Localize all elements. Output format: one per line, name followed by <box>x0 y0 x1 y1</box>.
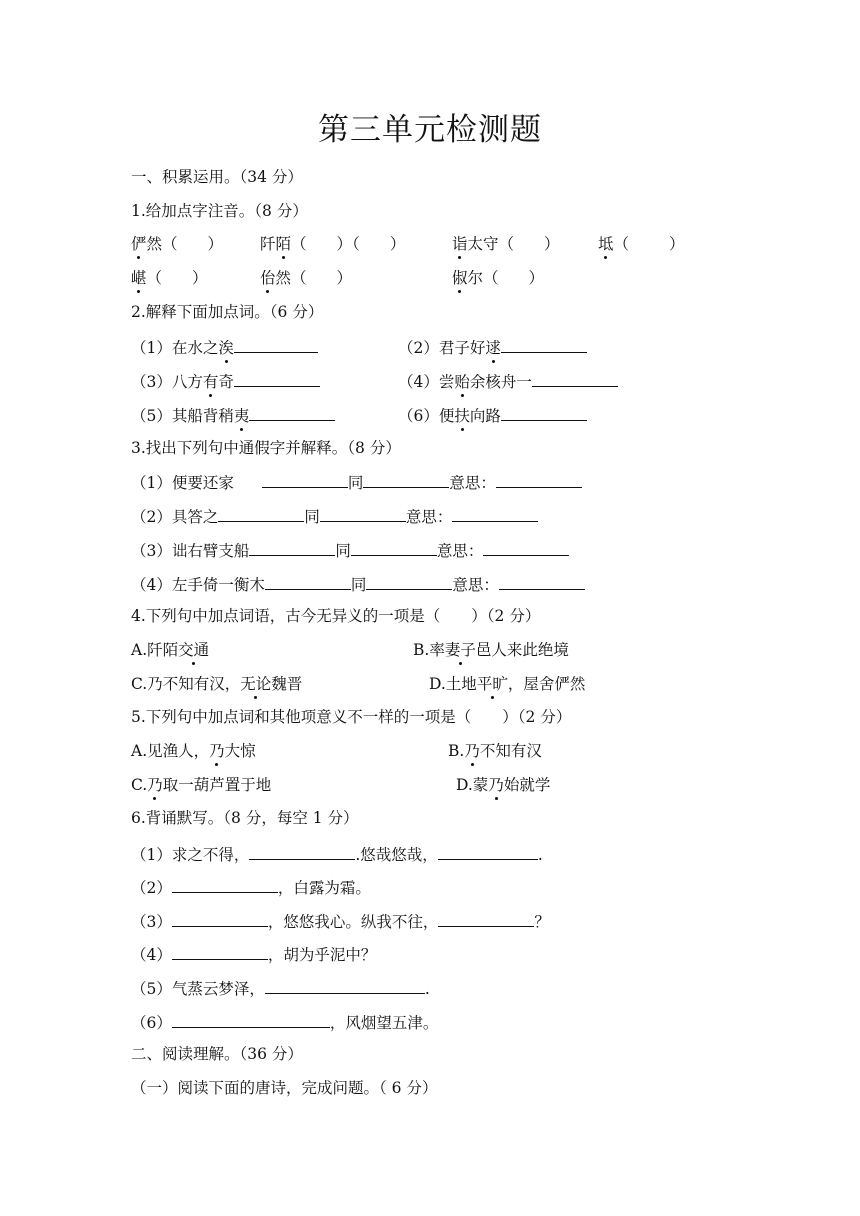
answer-blank[interactable] <box>496 470 582 488</box>
question-4-stem: 4.下列句中加点词语，古今无异义的一项是（ ）（2 分） <box>131 607 541 625</box>
answer-blank[interactable] <box>499 572 585 590</box>
section-heading-1: 一、积累运用。（34 分） <box>131 168 303 186</box>
dotted-char: 妻子 <box>444 641 476 659</box>
question-1-row-1c: 诣太守（ ） <box>452 235 560 253</box>
dotted-char: 俶 <box>452 269 468 287</box>
answer-blank[interactable] <box>172 875 278 893</box>
dotted-char: 乃 <box>464 742 480 760</box>
question-6-stem: 6.背诵默写。（8 分，每空 1 分） <box>131 809 359 827</box>
answer-blank[interactable] <box>366 572 452 590</box>
answer-blank[interactable] <box>249 403 335 421</box>
answer-blank[interactable] <box>172 909 268 927</box>
recitation-line-5: （5）气蒸云梦泽， . <box>131 976 430 998</box>
answer-blank[interactable] <box>234 335 318 353</box>
answer-blank[interactable] <box>172 942 268 960</box>
question-1-row-1: 俨然（ ） <box>131 235 224 253</box>
question-5-stem: 5.下列句中加点词和其他项意义不一样的一项是（ ）（2 分） <box>131 708 572 726</box>
answer-blank[interactable] <box>438 909 534 927</box>
dotted-char: 俨 <box>131 235 147 253</box>
answer-blank[interactable] <box>265 976 425 994</box>
question-3-item: （3）诎右臂支船 同 意思： <box>131 538 569 560</box>
dotted-char: 贻 <box>454 373 470 391</box>
answer-blank[interactable] <box>483 538 569 556</box>
question-1-row-2c: 俶尔（ ） <box>452 269 545 287</box>
recitation-line-3: （3） ，悠悠我心。纵我不往， ？ <box>131 909 550 931</box>
dotted-char: 扶 <box>454 407 470 425</box>
dotted-char: 交通 <box>178 641 210 659</box>
answer-blank[interactable] <box>265 572 351 590</box>
dotted-char: 逑 <box>485 339 501 357</box>
question-2-item: （5）其船背稍夷 <box>131 403 335 425</box>
answer-blank[interactable] <box>320 504 406 522</box>
question-2-item: （6）便扶向路 <box>398 403 587 425</box>
dotted-char: 乃 <box>209 742 225 760</box>
dotted-char: 乃 <box>147 776 163 794</box>
question-2-item: （2）君子好逑 <box>398 335 587 357</box>
dotted-char: 夷 <box>233 407 250 425</box>
section-heading-2: 二、阅读理解。（36 分） <box>131 1045 303 1063</box>
recitation-line-4: （4） ，胡为乎泥中？ <box>131 942 376 964</box>
subsection-heading-1: （一）阅读下面的唐诗，完成问题。（ 6 分） <box>131 1079 438 1097</box>
recitation-line-1: （1）求之不得， .悠哉悠哉， . <box>131 842 543 864</box>
question-2-item: （3）八方有奇 <box>131 369 320 391</box>
question-3-item: （2）具答之 同 意思： <box>131 504 538 526</box>
dotted-char: 佁 <box>260 269 276 287</box>
option-c: C.乃不知有汉，无论魏晋 <box>131 675 303 693</box>
question-3-item: （4）左手倚一衡木 同 意思： <box>131 572 585 594</box>
dotted-char: 诣 <box>452 235 468 253</box>
answer-blank[interactable] <box>234 369 320 387</box>
question-2-item: （4）尝贻余核舟一 <box>398 369 618 391</box>
option-a: A.阡陌交通 <box>131 641 210 659</box>
dotted-char: 坻 <box>598 235 614 253</box>
answer-blank[interactable] <box>218 504 304 522</box>
answer-blank[interactable] <box>249 538 335 556</box>
dotted-char: 乃 <box>488 776 504 794</box>
option-b: B.乃不知有汉 <box>448 742 542 760</box>
recitation-line-2: （2） ，白露为霜。 <box>131 875 371 897</box>
answer-blank[interactable] <box>501 403 587 421</box>
question-1-stem: 1.给加点字注音。（8 分） <box>131 202 308 220</box>
answer-blank[interactable] <box>351 538 437 556</box>
question-3-item: （1）便要还家 同 意思： <box>131 470 582 492</box>
option-c: C.乃取一葫芦置于地 <box>131 776 272 794</box>
option-a: A.见渔人，乃大惊 <box>131 742 256 760</box>
page-title: 第三单元检测题 <box>318 112 542 148</box>
dotted-char: 陌 <box>275 235 292 253</box>
answer-blank[interactable] <box>363 470 449 488</box>
answer-blank[interactable] <box>452 504 538 522</box>
question-1-row-2b: 佁然（ ） <box>260 269 353 287</box>
recitation-line-6: （6） ，风烟望五津。 <box>131 1010 438 1032</box>
answer-blank[interactable] <box>501 335 587 353</box>
answer-blank[interactable] <box>438 842 538 860</box>
question-2-item: （1）在水之涘 <box>131 335 318 357</box>
dotted-char: 有 <box>202 373 219 391</box>
dotted-char: 涘 <box>218 339 234 357</box>
question-1-row-2a: 嵁（ ） <box>131 269 208 287</box>
option-d: D.蒙乃始就学 <box>456 776 551 794</box>
dotted-char: 无论 <box>240 675 272 693</box>
dotted-char: 嵁 <box>131 269 147 287</box>
dotted-char: 平旷 <box>476 675 508 693</box>
question-1-row-1d: 坻（ ） <box>598 235 685 253</box>
answer-blank[interactable] <box>249 842 355 860</box>
option-d: D.土地平旷，屋舍俨然 <box>429 675 586 693</box>
answer-blank[interactable] <box>532 369 618 387</box>
question-2-stem: 2.解释下面加点词。（6 分） <box>131 303 324 321</box>
option-b: B.率妻子邑人来此绝境 <box>413 641 569 659</box>
answer-blank[interactable] <box>262 470 348 488</box>
question-3-stem: 3.找出下列句中通假字并解释。（8 分） <box>131 439 401 457</box>
answer-blank[interactable] <box>172 1010 330 1028</box>
question-1-row-1b: 阡陌（ ）（ ） <box>260 235 406 253</box>
